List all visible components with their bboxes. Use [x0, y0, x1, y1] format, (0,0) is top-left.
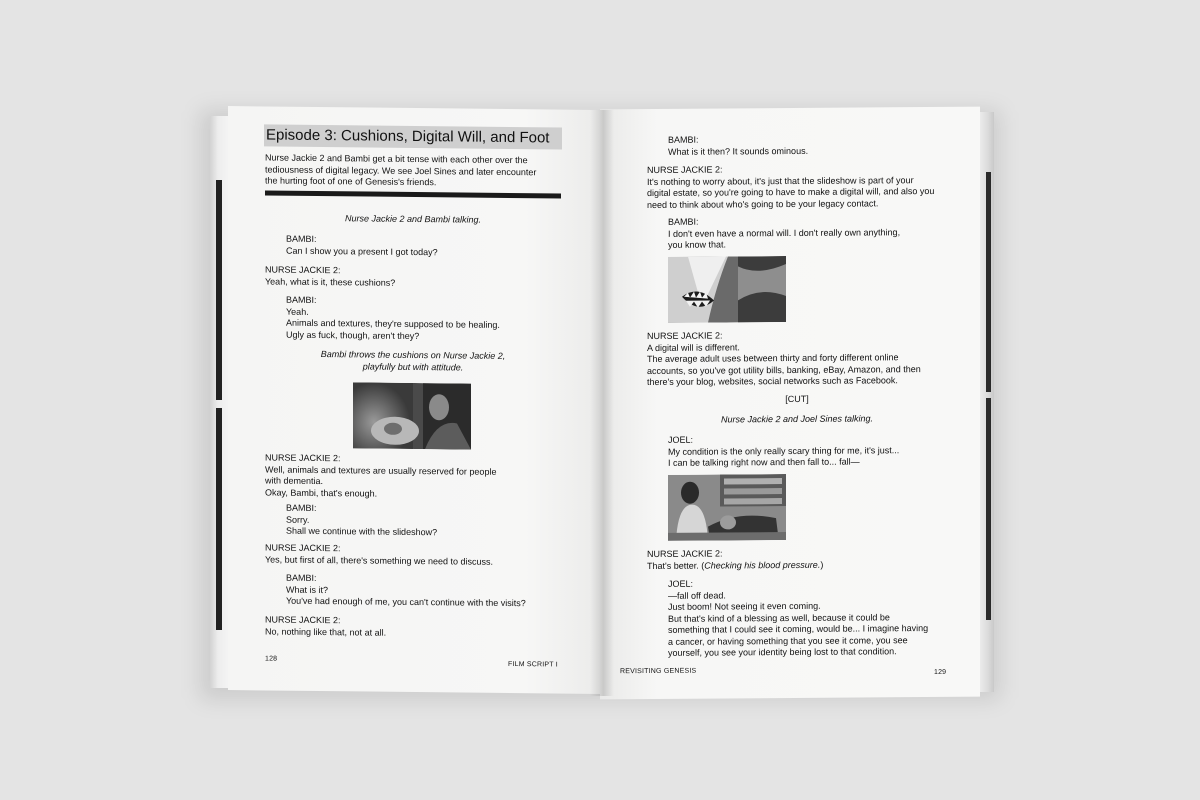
running-head: REVISITING GENESIS [620, 667, 697, 676]
dialogue-nurse-jackie [265, 452, 496, 500]
dialogue-nurse-jackie [265, 614, 386, 638]
film-still-image [353, 382, 471, 449]
speaker-name: BAMBI: [286, 572, 317, 583]
dialogue-line: a cancer, or having something that you see it come, you see [668, 634, 908, 647]
dialogue-line: The average adult uses between thirty and forty different online [647, 352, 899, 364]
dialogue-line: That's better. (Checking his blood pressure.) [647, 559, 824, 571]
page-number: 128 [265, 655, 278, 663]
dialogue-line: —fall off dead. [668, 589, 726, 601]
dialogue-line: Ugly as fuck, though, aren't they? [286, 329, 420, 341]
dialogue-line: Animals and textures, they're supposed to be healing. [286, 317, 500, 330]
left-page-edges [210, 116, 230, 688]
dialogue-line: Yeah. [286, 306, 309, 317]
section-tab [216, 180, 222, 400]
dialogue-line: Can I show you a present I got today? [286, 245, 438, 257]
right-page-edges [978, 112, 994, 692]
speaker-name: NURSE JACKIE 2: [265, 614, 341, 626]
dialogue-line: Just boom! Not seeing it even coming. [668, 600, 821, 612]
dialogue-line: yourself, you see your identity being lost to that condition. [668, 646, 897, 658]
speaker-name: NURSE JACKIE 2: [647, 164, 723, 175]
dialogue-bambi [286, 234, 438, 259]
running-head: FILM SCRIPT I [508, 660, 558, 669]
dialogue-nurse-jackie [265, 264, 395, 288]
dialogue-line: you know that. [668, 239, 727, 250]
dialogue-line: You've had enough of me, you can't continue with the visits? [286, 595, 526, 609]
dialogue-line: My condition is the only really scary thing for me, it's just... [668, 444, 900, 457]
dialogue-line: need to think about who's going to be your legacy contact. [647, 197, 879, 210]
dialogue-bambi [668, 134, 808, 158]
dialogue-line: Yeah, what is it, these cushions? [265, 275, 396, 288]
dialogue-line: No, nothing like that, not at all. [265, 625, 387, 638]
dialogue-line: I can be talking right now and then fall to... fall— [668, 456, 860, 468]
stage-direction: Nurse Jackie 2 and Bambi talking. [344, 213, 482, 225]
dialogue-joel [668, 577, 928, 659]
dialogue-line: accounts, so you've got utility bills, banking, eBay, Amazon, and then [647, 363, 921, 376]
film-still-image [668, 474, 786, 541]
dialogue-line: I don't even have a normal will. I don't really own anything, [668, 226, 901, 239]
film-still-image [668, 256, 786, 323]
section-tab [986, 172, 991, 392]
dialogue-line: Shall we continue with the slideshow? [286, 525, 438, 538]
section-tab [986, 398, 991, 620]
speaker-name: NURSE JACKIE 2: [647, 330, 723, 341]
speaker-name: BAMBI: [286, 502, 317, 513]
dialogue-line: Well, animals and textures are usually reserved for people [265, 463, 497, 477]
dialogue-line: with dementia. [265, 475, 324, 487]
dialogue-joel [668, 433, 899, 469]
speaker-name: JOEL: [668, 578, 694, 589]
dialogue-line: digital estate, so you're going to have to make a digital will, and also you [647, 185, 935, 198]
speaker-name: NURSE JACKIE 2: [265, 264, 341, 276]
dialogue-line: Okay, Bambi, that's enough. [265, 486, 378, 499]
speaker-name: BAMBI: [286, 233, 317, 244]
dialogue-nurse-jackie [647, 329, 921, 388]
film-still-shark [668, 256, 786, 323]
intro-paragraph: Nurse Jackie 2 and Bambi get a bit tense with each other over the tediousness of digital legacy. We see Joel Sines and later encounter the hurting foot of one of Genesis's friends. [265, 152, 537, 188]
dialogue-bambi [668, 215, 900, 251]
episode-title: Episode 3: Cushions, Digital Will, and Foot [264, 124, 562, 149]
dialogue-line: But that's kind of a blessing as well, because it could be [668, 611, 890, 624]
dialogue-nurse-jackie [647, 163, 934, 211]
dialogue-line: A digital will is different. [647, 341, 740, 353]
dialogue-line: there's your blog, websites, social networks such as Facebook. [647, 375, 898, 387]
page-number: 129 [934, 668, 947, 676]
dialogue-bambi [286, 503, 437, 539]
dialogue-line: Sorry. [286, 514, 310, 525]
book-gutter [590, 110, 614, 696]
dialogue-line: What is it? [286, 584, 329, 595]
stage-direction: Bambi throws the cushions on Nurse Jackie 2, playfully but with attitude. [320, 349, 506, 373]
stage-direction: Nurse Jackie 2 and Joel Sines talking. [720, 413, 874, 425]
right-page [600, 107, 980, 700]
cut-marker: [CUT] [785, 393, 809, 405]
speaker-name: NURSE JACKIE 2: [647, 548, 723, 559]
film-still-joel [668, 474, 786, 541]
dialogue-line: Yes, but first of all, there's something we need to discuss. [265, 553, 494, 567]
speaker-name: BAMBI: [668, 134, 699, 145]
speaker-name: BAMBI: [286, 294, 317, 305]
dialogue-nurse-jackie [647, 548, 823, 572]
speaker-name: NURSE JACKIE 2: [265, 542, 341, 554]
dialogue-line: It's nothing to worry about, it's just that the slideshow is part of your [647, 174, 914, 187]
dialogue-line: What is it then? It sounds ominous. [668, 145, 809, 157]
speaker-name: NURSE JACKIE 2: [265, 452, 341, 464]
speaker-name: BAMBI: [668, 216, 699, 227]
speaker-name: JOEL: [668, 434, 694, 445]
left-page [228, 106, 600, 694]
dialogue-nurse-jackie [265, 542, 493, 567]
stage-direction-inline: Checking his blood pressure. [704, 559, 821, 571]
section-tab [216, 408, 222, 630]
dialogue-bambi [286, 295, 500, 343]
dialogue-line: something that I could see it coming, would be... I imagine having [668, 623, 929, 635]
film-still-cushions [353, 382, 471, 449]
dialogue-bambi [286, 573, 526, 610]
section-rule [265, 190, 561, 198]
